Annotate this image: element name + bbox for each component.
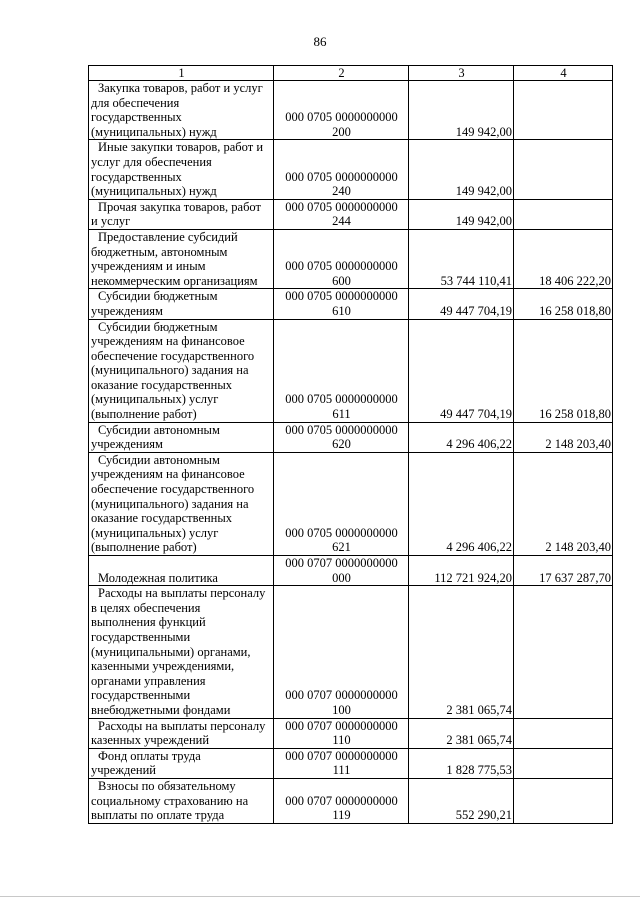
budget-table (88, 65, 613, 824)
amount-cell: 2 381 065,74 (409, 718, 514, 748)
expense-name-cell: Расходы на выплаты персоналу в целях обеспечения выполнения функций государственными (муниципальными) органами, казенными учреждениями, органами управления государственными внебюджетными фондами (89, 586, 274, 718)
budget-code-cell: 000 0705 0000000000 244 (274, 199, 409, 229)
expense-name-cell: Закупка товаров, работ и услуг для обеспечения государственных (муниципальных) нужд (89, 81, 274, 140)
expense-name-cell: Иные закупки товаров, работ и услуг для обеспечения государственных (муниципальных) нужд (89, 140, 274, 199)
amount-cell: 4 296 406,22 (409, 422, 514, 452)
expense-name-cell: Взносы по обязательному социальному страхованию на выплаты по оплате труда (89, 778, 274, 823)
table-row (89, 556, 613, 586)
amount-executed-cell: 16 258 018,80 (514, 289, 613, 319)
table-row (89, 81, 613, 140)
column-header-1: 1 (89, 66, 274, 81)
amount-executed-cell: 2 148 203,40 (514, 452, 613, 555)
table-row (89, 199, 613, 229)
page-number: 86 (313, 34, 327, 49)
budget-code-cell: 000 0705 0000000000 600 (274, 229, 409, 288)
amount-cell: 49 447 704,19 (409, 319, 514, 422)
table-row (89, 778, 613, 823)
amount-executed-cell: 18 406 222,20 (514, 229, 613, 288)
expense-name-cell: Фонд оплаты труда учреждений (89, 748, 274, 778)
table-header-row (89, 66, 613, 81)
amount-executed-cell (514, 586, 613, 718)
table-row (89, 229, 613, 288)
amount-executed-cell (514, 748, 613, 778)
amount-executed-cell: 2 148 203,40 (514, 422, 613, 452)
budget-code-cell: 000 0705 0000000000 620 (274, 422, 409, 452)
column-header-3: 3 (409, 66, 514, 81)
table-row (89, 422, 613, 452)
table-row (89, 586, 613, 718)
expense-name-cell: Предоставление субсидий бюджетным, автономным учреждениям и иным некоммерческим организациям (89, 229, 274, 288)
budget-code-cell: 000 0707 0000000000 000 (274, 556, 409, 586)
amount-executed-cell (514, 778, 613, 823)
amount-cell: 112 721 924,20 (409, 556, 514, 586)
table-row (89, 718, 613, 748)
amount-cell: 149 942,00 (409, 199, 514, 229)
budget-code-cell: 000 0705 0000000000 610 (274, 289, 409, 319)
amount-cell: 149 942,00 (409, 140, 514, 199)
amount-cell: 53 744 110,41 (409, 229, 514, 288)
table-row (89, 319, 613, 422)
amount-executed-cell (514, 140, 613, 199)
amount-cell: 552 290,21 (409, 778, 514, 823)
table-row (89, 452, 613, 555)
expense-name-cell: Субсидии бюджетным учреждениям на финансовое обеспечение государственного (муниципального) задания на оказание государственных (муниципальных) услуг (выполнение работ) (89, 319, 274, 422)
amount-cell: 2 381 065,74 (409, 586, 514, 718)
expense-name-cell: Субсидии автономным учреждениям (89, 422, 274, 452)
budget-code-cell: 000 0707 0000000000 111 (274, 748, 409, 778)
scan-edge-divider (0, 896, 640, 897)
amount-executed-cell (514, 718, 613, 748)
amount-cell: 49 447 704,19 (409, 289, 514, 319)
amount-cell: 149 942,00 (409, 81, 514, 140)
column-header-2: 2 (274, 66, 409, 81)
expense-name-cell: Расходы на выплаты персоналу казенных учреждений (89, 718, 274, 748)
expense-name-cell: Молодежная политика (89, 556, 274, 586)
amount-executed-cell: 16 258 018,80 (514, 319, 613, 422)
budget-code-cell: 000 0707 0000000000 100 (274, 586, 409, 718)
table-row (89, 748, 613, 778)
table-row (89, 140, 613, 199)
amount-cell: 4 296 406,22 (409, 452, 514, 555)
budget-code-cell: 000 0705 0000000000 621 (274, 452, 409, 555)
amount-cell: 1 828 775,53 (409, 748, 514, 778)
budget-code-cell: 000 0705 0000000000 611 (274, 319, 409, 422)
amount-executed-cell: 17 637 287,70 (514, 556, 613, 586)
table-row (89, 289, 613, 319)
budget-code-cell: 000 0705 0000000000 240 (274, 140, 409, 199)
budget-code-cell: 000 0707 0000000000 110 (274, 718, 409, 748)
budget-code-cell: 000 0707 0000000000 119 (274, 778, 409, 823)
budget-code-cell: 000 0705 0000000000 200 (274, 81, 409, 140)
expense-name-cell: Субсидии автономным учреждениям на финансовое обеспечение государственного (муниципального) задания на оказание государственных (муниципальных) услуг (выполнение работ) (89, 452, 274, 555)
expense-name-cell: Прочая закупка товаров, работ и услуг (89, 199, 274, 229)
column-header-4: 4 (514, 66, 613, 81)
expense-name-cell: Субсидии бюджетным учреждениям (89, 289, 274, 319)
amount-executed-cell (514, 81, 613, 140)
amount-executed-cell (514, 199, 613, 229)
